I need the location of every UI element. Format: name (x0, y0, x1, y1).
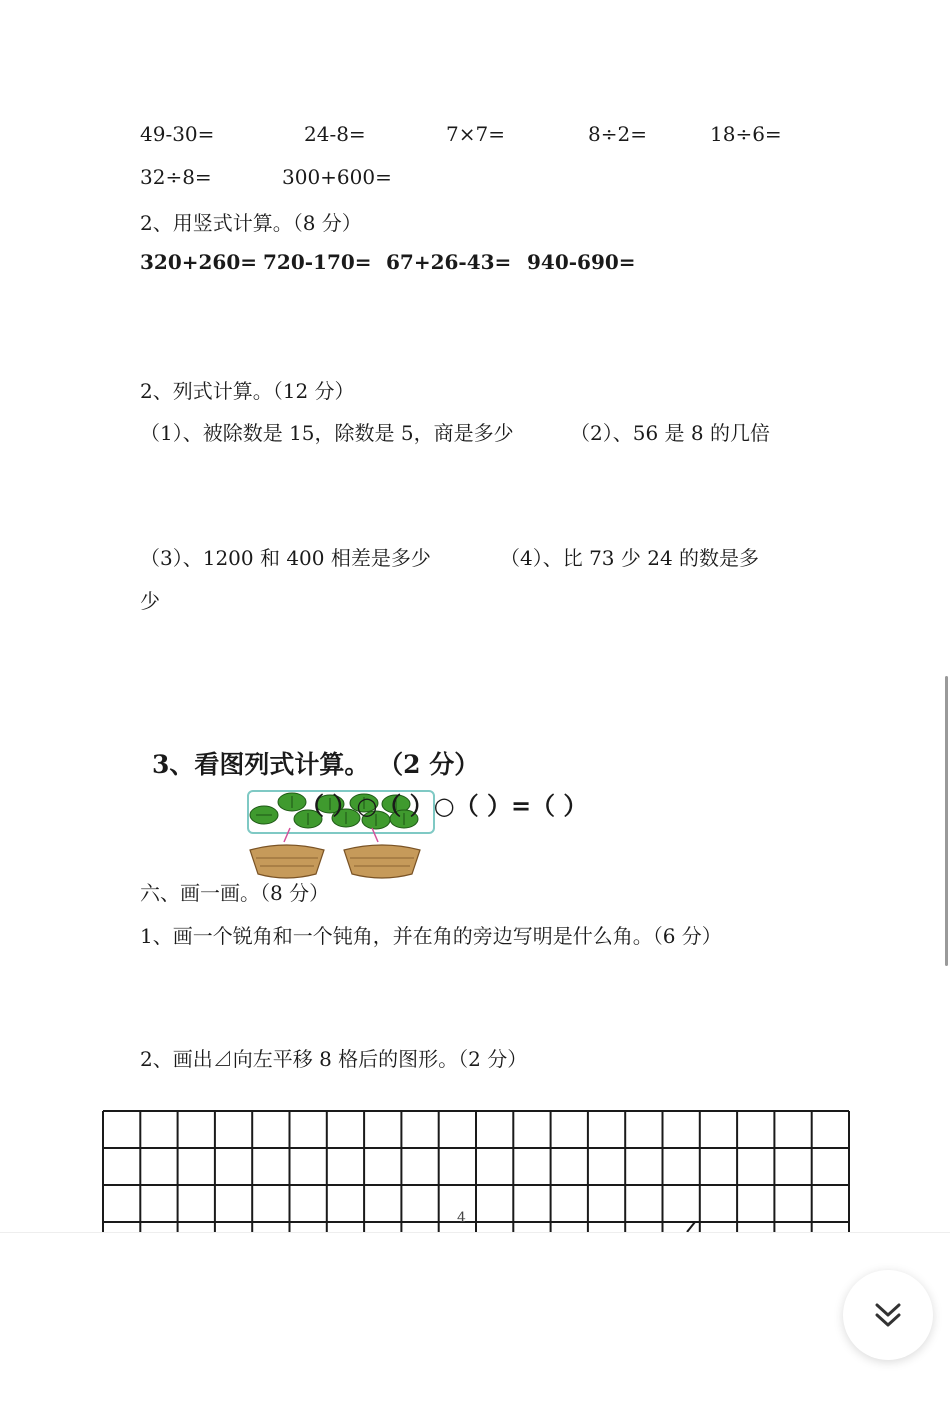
oral-calc-7: 300+600= (282, 165, 392, 189)
vertical-calc-item-4: 940-690= (527, 250, 636, 274)
formula-calc-q4: （4）、比 73 少 24 的数是多 (500, 546, 760, 570)
vertical-calc-heading: 2、用竖式计算。（8 分） (140, 211, 362, 235)
formula-calc-q4-cont: 少 (140, 589, 160, 613)
drawing-q2: 2、画出⊿向左平移 8 格后的图形。（2 分） (140, 1047, 528, 1071)
oral-calc-1: 49-30= (140, 122, 215, 146)
scrollbar-thumb[interactable] (945, 676, 948, 966)
double-chevron-down-icon (871, 1298, 905, 1332)
formula-calc-q3: （3）、1200 和 400 相差是多少 (140, 546, 431, 570)
drawing-heading: 六、画一画。（8 分） (140, 881, 330, 905)
formula-calc-heading: 2、列式计算。（12 分） (140, 379, 355, 403)
oral-calc-5: 18÷6= (710, 122, 782, 146)
grid-fragment-label: 4 (457, 1210, 466, 1226)
bottom-panel (0, 1232, 950, 1410)
oral-calc-4: 8÷2= (588, 122, 647, 146)
oral-calc-2: 24-8= (304, 122, 366, 146)
vertical-calc-item-1: 320+260= (140, 250, 258, 274)
formula-calc-q2: （2）、56 是 8 的几倍 (570, 421, 770, 445)
picture-calc-equation: （ ）○（ ）○（ ）=（ ） (300, 791, 588, 820)
oral-calc-3: 7×7= (446, 122, 505, 146)
formula-calc-q1: （1）、被除数是 15，除数是 5，商是多少 (140, 421, 514, 445)
drawing-q1: 1、画一个锐角和一个钝角，并在角的旁边写明是什么角。（6 分） (140, 924, 722, 948)
square-grid (102, 1110, 850, 1236)
grid-lines (102, 1110, 850, 1232)
oral-calc-6: 32÷8= (140, 165, 212, 189)
scroll-down-button[interactable] (843, 1270, 933, 1360)
vertical-calc-item-3: 67+26-43= (386, 250, 512, 274)
vertical-calc-item-2: 720-170= (263, 250, 372, 274)
triangle-fragment (687, 1222, 695, 1232)
picture-calc-heading: 3、看图列式计算。 （2 分） (152, 750, 480, 779)
